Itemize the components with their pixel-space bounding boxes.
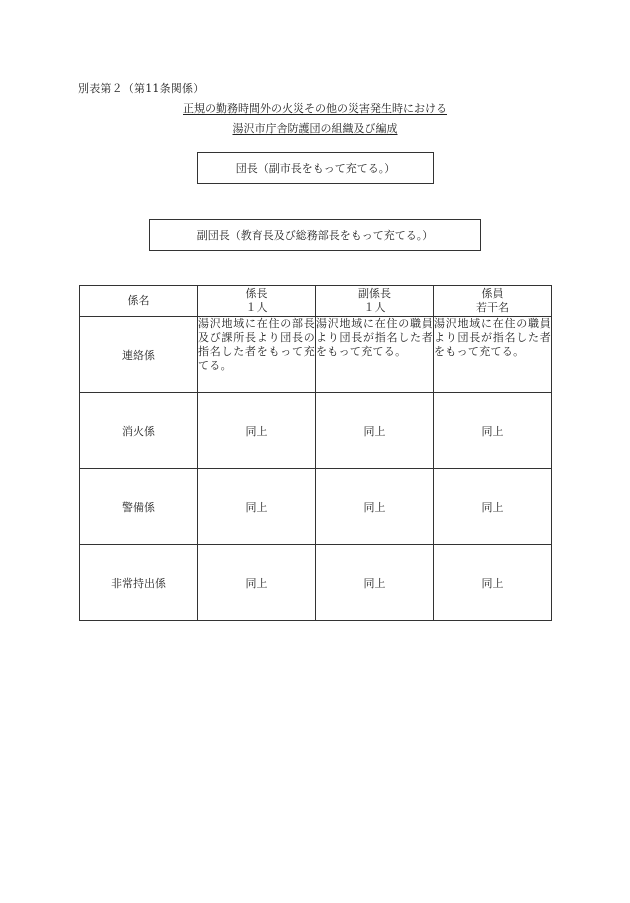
document-title-line-2 (0, 120, 630, 136)
table-row (80, 393, 552, 469)
document-title-text-2: 湯沢市庁舎防護団の組織及び編成 (232, 122, 398, 135)
member-cell: 同上 (434, 469, 552, 545)
deputy-box-label: 副団長（教育長及び総務部長をもって充てる。） (196, 229, 434, 242)
table-row (80, 469, 552, 545)
header-vice-count: １人 (363, 301, 386, 314)
document-title-line-1 (0, 100, 630, 116)
row-name-cell: 警備係 (80, 469, 198, 545)
row-name-cell: 消火係 (80, 393, 198, 469)
deputy-box (149, 219, 481, 251)
chief-cell: 同上 (198, 545, 316, 621)
row-name-cell: 連絡係 (80, 317, 198, 393)
header-team-name (80, 286, 198, 317)
header-vice-title: 副係長 (358, 287, 391, 300)
header-chief (198, 286, 316, 317)
vice-chief-cell: 同上 (316, 393, 434, 469)
chief-cell: 同上 (198, 393, 316, 469)
chief-box (197, 152, 434, 184)
vice-chief-cell: 同上 (316, 545, 434, 621)
member-cell: 同上 (434, 545, 552, 621)
header-member-count: 若干名 (476, 301, 509, 314)
organization-table (79, 285, 552, 621)
header-vice-chief (316, 286, 434, 317)
chief-cell: 同上 (198, 469, 316, 545)
header-chief-title: 係長 (245, 287, 268, 300)
header-member (434, 286, 552, 317)
chief-cell: 湯沢地域に在住の部長及び課所長より団長の指名した者をもって充てる。 (198, 317, 316, 393)
chief-box-label: 団長（副市長をもって充てる。） (235, 162, 396, 175)
member-cell: 同上 (434, 393, 552, 469)
vice-chief-cell: 湯沢地域に在住の職員より団長が指名した者をもって充てる。 (316, 317, 434, 393)
header-chief-count: １人 (245, 301, 268, 314)
row-name-cell: 非常持出係 (80, 545, 198, 621)
header-member-title: 係員 (481, 287, 504, 300)
table-header-row (80, 286, 552, 317)
member-cell: 湯沢地域に在住の職員より団長が指名した者をもって充てる。 (434, 317, 552, 393)
table-row (80, 317, 552, 393)
document-title-text-1: 正規の勤務時間外の火災その他の災害発生時における (183, 102, 447, 115)
vice-chief-cell: 同上 (316, 469, 434, 545)
appendix-label: 別表第２（第11条関係） (78, 82, 205, 95)
table-row (80, 545, 552, 621)
header-team-name-label: 係名 (127, 294, 150, 307)
